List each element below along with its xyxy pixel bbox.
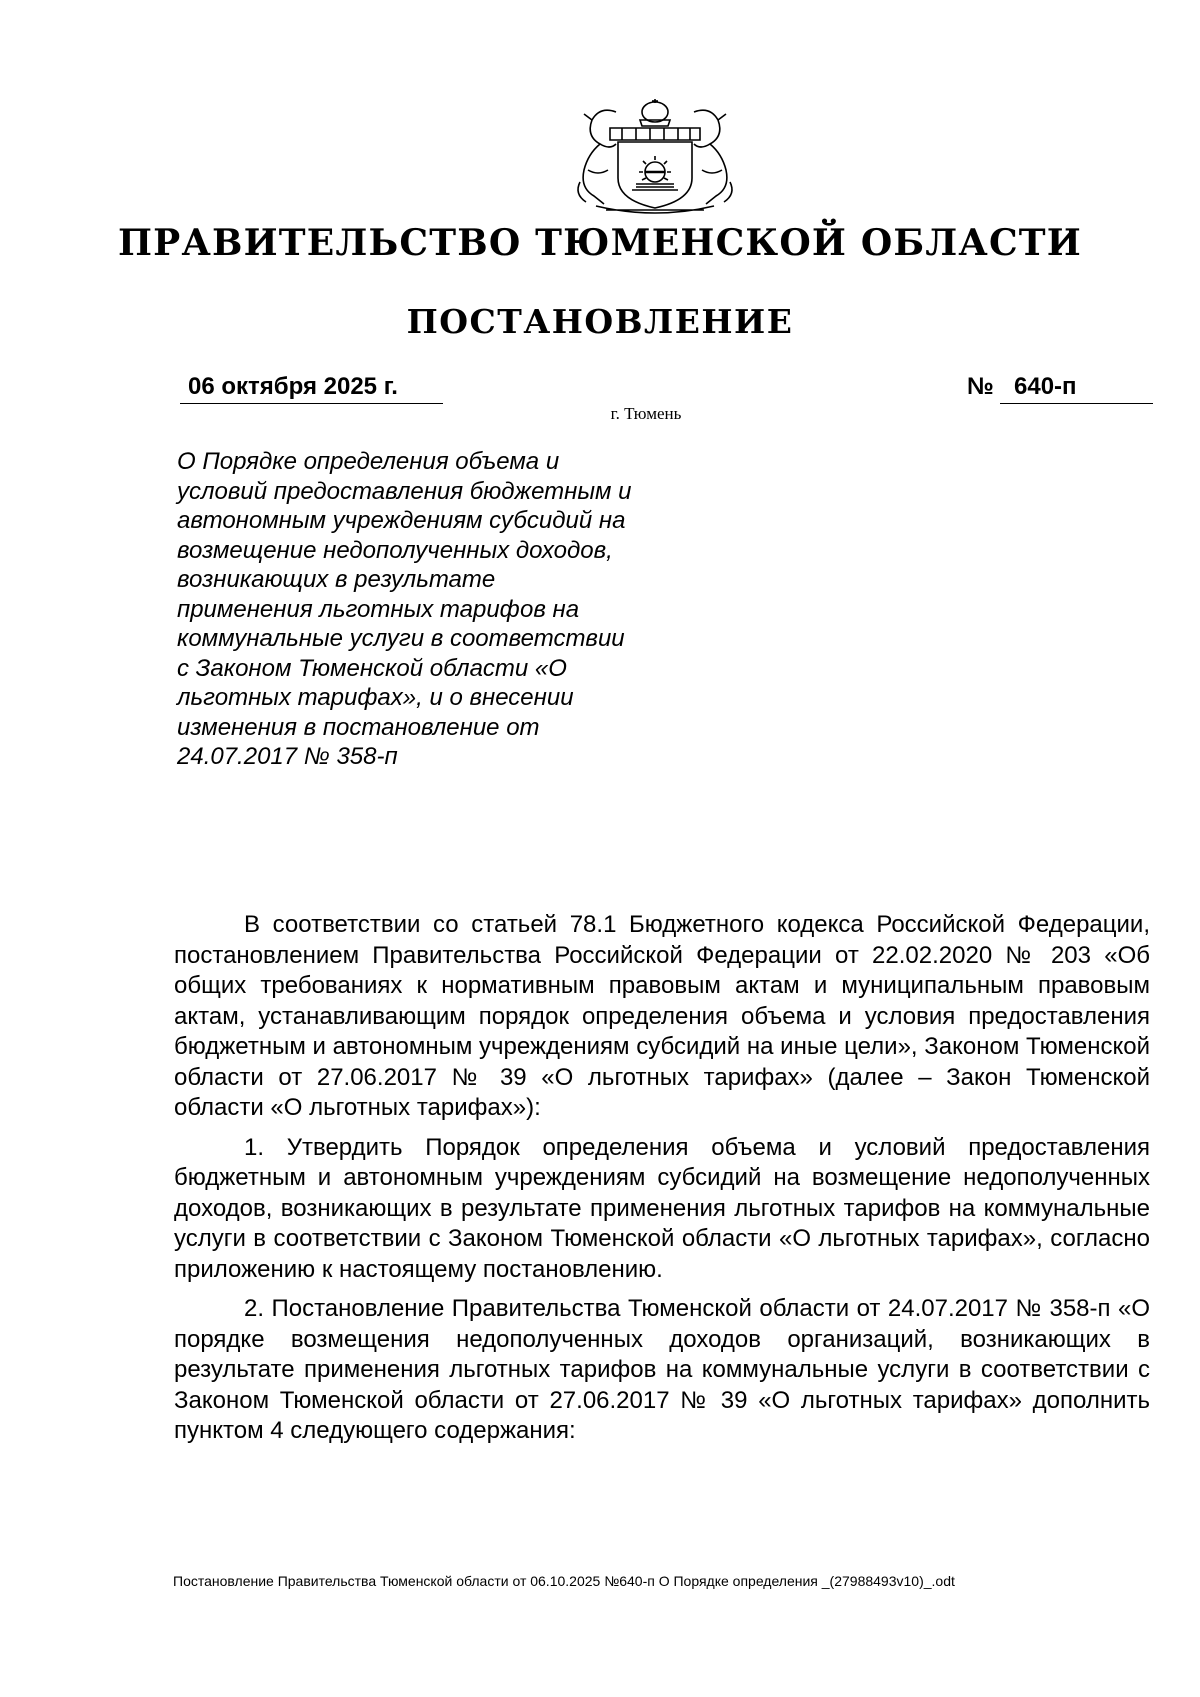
document-number: 640-п [1014, 373, 1077, 400]
number-sign: № [967, 373, 994, 400]
city: г. Тюмень [610, 404, 682, 423]
organization-name: ПРАВИТЕЛЬСТВО ТЮМЕНСКОЙ ОБЛАСТИ [117, 222, 1083, 264]
paragraph-1: 1. Утвердить Порядок определения объема и условий предоставления бюджетным и автономным учреждениям субсидий на возмещение недополученных доходов, возникающих в результате применения льготных тарифов на коммунальные услуги в соответствии с Законом Тюменской области «О льготных тарифах», согласно приложению к настоящему постановлению. [174, 1133, 1150, 1283]
document-type: ПОСТАНОВЛЕНИЕ [406, 302, 794, 341]
document-body [174, 910, 1150, 1456]
document-date: 06 октября 2025 г. [188, 373, 398, 400]
coat-of-arms-icon [570, 98, 740, 214]
footer-filename: Постановление Правительства Тюменской области от 06.10.2025 №640-п О Порядке определения _(27988493v10)_.odt [173, 1573, 955, 1589]
document-title: О Порядке определения объема и условий предоставления бюджетным и автономным учреждениям субсидий на возмещение недополученных доходов, возникающих в результате применения льготных тарифов на коммунальные услуги в соответствии с Законом Тюменской области «О льготных тарифах», и о внесении изменения в постановление от 24.07.2017 № 358-п [177, 448, 632, 770]
paragraph-2: 2. Постановление Правительства Тюменской области от 24.07.2017 № 358-п «О порядке возмещения недополученных доходов организаций, возникающих в результате применения льготных тарифов на коммунальные услуги в соответствии с Законом Тюменской области от 27.06.2017 № 39 «О льготных тарифах» дополнить пунктом 4 следующего содержания: [174, 1295, 1150, 1444]
paragraph-preamble: В соответствии со статьей 78.1 Бюджетного кодекса Российской Федерации, постановлением Правительства Российской Федерации от 22.02.2020 № 203 «Об общих требованиях к нормативным правовым актам и муниципальным правовым актам, устанавливающим порядок определения объема и условия предоставления бюджетным и автономным учреждениям субсидий на иные цели», Законом Тюменской области от 27.06.2017 № 39 «О льготных тарифах» (далее – Закон Тюменской области «О льготных тарифах»): [174, 911, 1150, 1121]
